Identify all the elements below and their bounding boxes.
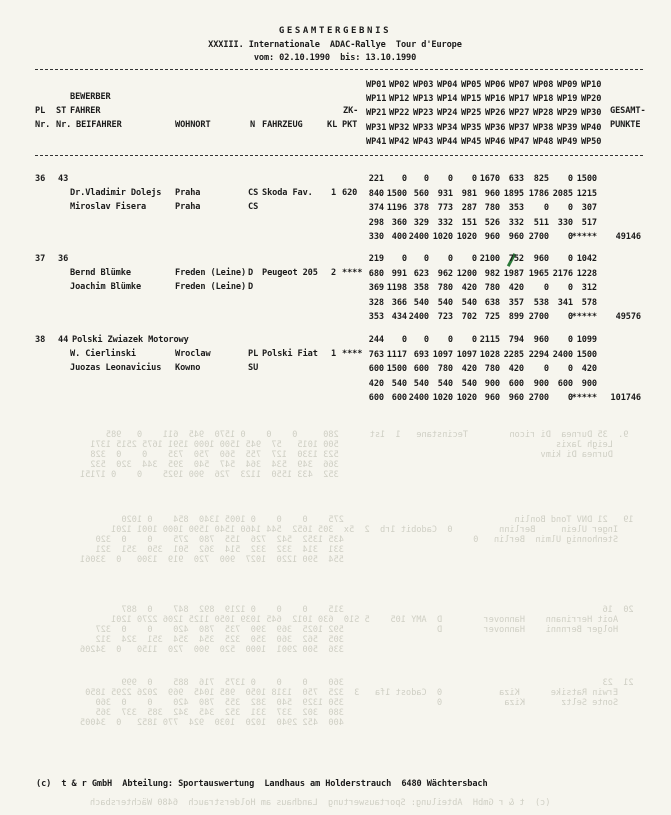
page-title: GESAMTERGEBNIS — [278, 26, 392, 36]
wp-value-cell: 0 — [447, 335, 453, 345]
wp-value-cell: 0 — [401, 174, 407, 184]
col-st: ST — [56, 106, 67, 116]
wp-header-cell: WP39 — [557, 123, 578, 133]
entry-fahrer-ort: Praha — [175, 188, 201, 198]
wp-header-cell: WP44 — [437, 137, 458, 147]
wp-header-cell: WP34 — [437, 123, 458, 133]
wp-value-cell: 623 — [413, 268, 429, 279]
entry-fahrer-nation: CS — [248, 188, 259, 198]
wp-header-cell: WP49 — [557, 137, 578, 147]
wp-value-cell: 763 — [368, 349, 384, 360]
wp-value-cell: 1097 — [456, 349, 477, 360]
show-through-background-3: 20 16 315 0 0 0 1219 892 847 0 887 Aoit Herrinann Hannover D AMY 105 5 S10 630 1012 645 1039 1050 1125 1206 2270 1201 Holger Bernnni Hannover D 592 1025 369 390 735 780 420 0 0 327 305 562 360 350 325 354 354 351 324 312 336 500 2901 1000 520 900 720 1150 0 34206 — [80, 605, 634, 655]
wp-header-cell: WP36 — [485, 123, 506, 133]
header-rule-bottom — [35, 155, 643, 156]
wp-value-cell: 773 — [437, 203, 453, 214]
wp-header-cell: WP50 — [581, 137, 602, 147]
wp-header-cell: WP40 — [581, 123, 602, 133]
wp-value-cell: 794 — [508, 335, 524, 345]
wp-value-cell: 420 — [368, 378, 384, 389]
wp-value-cell: 960 — [533, 335, 549, 345]
wp-value-cell: 982 — [484, 268, 500, 279]
wp-value-cell: 420 — [508, 283, 524, 294]
event-period: vom: 02.10.1990 bis: 13.10.1990 — [253, 53, 417, 63]
entry-beifahrer-ort: Freden (Leine) — [175, 282, 247, 292]
col-nr-st: Nr. — [56, 120, 72, 130]
wp-value-cell: 560 — [413, 188, 429, 199]
wp-value-cell: 0 — [423, 335, 429, 345]
wp-value-cell: 0 — [423, 254, 429, 264]
wp-value-cell: 1500 — [386, 188, 407, 199]
wp-value-cell: ***** — [571, 312, 597, 323]
wp-header-cell: WP33 — [413, 123, 434, 133]
wp-value-cell: 960 — [508, 232, 524, 243]
wp-value-cell: 420 — [461, 364, 477, 375]
wp-header-cell: WP12 — [389, 94, 410, 104]
wp-value-cell: 780 — [484, 203, 500, 214]
wp-value-cell: 780 — [484, 283, 500, 294]
wp-header-cell: WP14 — [437, 94, 458, 104]
wp-value-cell: 633 — [508, 174, 524, 184]
wp-value-cell: 2400 — [408, 312, 429, 323]
wp-header-cell: WP01 — [366, 80, 387, 90]
show-through-background: 9. 35 Durnea Di ricon Tecinstane 1 1st 280 0 0 0 1570 945 611 0 985 Leigh Jaxis 500 1015 57 945 1500 1000 1591 1675 2515 1371 Durnea Di kimv 523 1330 127 755 560 750 735 0 0 328 366 349 534 364 547 540 395 344 320 532 352 433 1550 1123 726 900 1925 0 0 17151 — [80, 430, 629, 480]
entry-fahrer-ort: Wroclaw — [175, 349, 211, 359]
wp-header-cell: WP47 — [509, 137, 530, 147]
wp-value-cell: 287 — [461, 203, 477, 214]
wp-value-cell: 1020 — [456, 232, 477, 243]
col-fahrer: FAHRER — [70, 106, 101, 116]
wp-header-cell: WP20 — [581, 94, 602, 104]
col-gesamt-2: PUNKTE — [610, 120, 641, 130]
wp-value-cell: 2100 — [479, 254, 500, 264]
col-n: N — [250, 120, 256, 130]
wp-header-cell: WP38 — [533, 123, 554, 133]
wp-value-cell: 540 — [413, 297, 429, 308]
wp-value-cell: 353 — [368, 312, 384, 323]
wp-value-cell: 0 — [567, 203, 573, 214]
wp-header-cell: WP31 — [366, 123, 387, 133]
wp-value-cell: 330 — [368, 232, 384, 243]
wp-value-cell: 0 — [447, 174, 453, 184]
entry-klasse: 2 — [331, 268, 337, 278]
wp-header-cell: WP48 — [533, 137, 554, 147]
wp-value-cell: 2700 — [528, 312, 549, 323]
wp-value-cell: 960 — [484, 232, 500, 243]
wp-header-cell: WP17 — [509, 94, 530, 104]
wp-header-cell: WP24 — [437, 108, 458, 118]
wp-value-cell: 420 — [461, 283, 477, 294]
wp-value-cell: 960 — [484, 393, 500, 404]
wp-value-cell: 312 — [581, 283, 597, 294]
wp-value-cell: 0 — [567, 174, 573, 184]
wp-value-cell: 1228 — [576, 268, 597, 279]
wp-value-cell: 0 — [471, 254, 477, 264]
wp-value-cell: 600 — [368, 364, 384, 375]
wp-value-cell: 540 — [437, 378, 453, 389]
wp-header-cell: WP45 — [461, 137, 482, 147]
wp-value-cell: 2176 — [552, 268, 573, 279]
entry-pl: 36 — [35, 174, 46, 184]
wp-value-cell: 0 — [567, 254, 573, 264]
wp-value-cell: 723 — [437, 312, 453, 323]
entry-st: 36 — [58, 254, 69, 264]
wp-value-cell: 638 — [484, 297, 500, 308]
entry-fahrer-nation: PL — [248, 349, 259, 359]
wp-value-cell: 1670 — [479, 174, 500, 184]
wp-value-cell: 600 — [368, 393, 384, 404]
wp-value-cell: 1198 — [386, 283, 407, 294]
wp-value-cell: 1200 — [456, 268, 477, 279]
wp-value-cell: 511 — [533, 217, 549, 228]
wp-value-cell: 2400 — [408, 393, 429, 404]
wp-header-cell: WP11 — [366, 94, 387, 104]
wp-value-cell: 0 — [543, 364, 549, 375]
wp-value-cell: 2294 — [528, 349, 549, 360]
wp-header-cell: WP03 — [413, 80, 434, 90]
wp-value-cell: 825 — [533, 174, 549, 184]
wp-value-cell: 0 — [447, 254, 453, 264]
wp-value-cell: 702 — [461, 312, 477, 323]
entry-beifahrer: Miroslav Fisera — [70, 202, 147, 212]
entry-st: 44 — [58, 335, 69, 345]
wp-value-cell: 420 — [508, 364, 524, 375]
wp-value-cell: 900 — [533, 378, 549, 389]
entry-fahrer-nation: D — [248, 268, 254, 278]
entry-beifahrer: Joachim Blümke — [70, 282, 142, 292]
header-rule-top — [35, 69, 643, 70]
wp-value-cell: 332 — [508, 217, 524, 228]
wp-header-cell: WP41 — [366, 137, 387, 147]
entry-gesamtpunkte: 101746 — [610, 393, 641, 404]
wp-value-cell: 1500 — [386, 364, 407, 375]
wp-value-cell: 366 — [391, 297, 407, 308]
wp-value-cell: 1987 — [503, 268, 524, 279]
entry-beifahrer-ort: Kowno — [175, 363, 201, 373]
wp-value-cell: 374 — [368, 203, 384, 214]
wp-value-cell: 1097 — [432, 349, 453, 360]
wp-value-cell: 960 — [533, 254, 549, 264]
wp-value-cell: 517 — [581, 217, 597, 228]
wp-value-cell: 2115 — [479, 335, 500, 345]
wp-value-cell: 0 — [471, 174, 477, 184]
entry-zk-punkte: 620 — [342, 188, 358, 198]
wp-header-cell: WP05 — [461, 80, 482, 90]
entry-beifahrer-nation: SU — [248, 363, 259, 373]
entry-pl: 38 — [35, 335, 46, 345]
wp-value-cell: 962 — [437, 268, 453, 279]
wp-value-cell: 960 — [484, 188, 500, 199]
wp-header-cell: WP16 — [485, 94, 506, 104]
show-through-footer: (c) t & r GmbH Abteilung: Sportauswertung Landhaus am Holderstrauch 6480 Wächtersbach — [90, 798, 551, 808]
col-nr-pl: Nr. — [35, 120, 51, 130]
wp-value-cell: 151 — [461, 217, 477, 228]
col-zk-2: PKT — [342, 120, 358, 130]
col-kl: KL — [327, 120, 338, 130]
wp-value-cell: 328 — [368, 297, 384, 308]
wp-value-cell: 899 — [508, 312, 524, 323]
wp-value-cell: 244 — [368, 335, 384, 345]
wp-header-cell: WP25 — [461, 108, 482, 118]
wp-value-cell: 1028 — [479, 349, 500, 360]
entry-fahrer: Bernd Blümke — [70, 268, 131, 278]
wp-value-cell: 600 — [391, 393, 407, 404]
wp-value-cell: 2400 — [552, 349, 573, 360]
wp-value-cell: 600 — [413, 364, 429, 375]
entry-fahrer-ort: Freden (Leine) — [175, 268, 247, 278]
wp-value-cell: 578 — [581, 297, 597, 308]
wp-value-cell: 981 — [461, 188, 477, 199]
wp-header-cell: WP09 — [557, 80, 578, 90]
wp-value-cell: 600 — [557, 378, 573, 389]
wp-value-cell: 600 — [508, 378, 524, 389]
entry-fahrer: W. Cierlinski — [70, 349, 136, 359]
wp-value-cell: 540 — [461, 297, 477, 308]
wp-value-cell: 0 — [567, 283, 573, 294]
wp-value-cell: 780 — [437, 283, 453, 294]
wp-value-cell: 1099 — [576, 335, 597, 345]
wp-header-cell: WP28 — [533, 108, 554, 118]
wp-value-cell: 1215 — [576, 188, 597, 199]
wp-header-cell: WP22 — [389, 108, 410, 118]
wp-value-cell: 540 — [461, 378, 477, 389]
col-wohnort: WOHNORT — [175, 120, 211, 130]
wp-value-cell: 931 — [437, 188, 453, 199]
entry-fahrer: Dr.Vladimir Dolejs — [70, 188, 162, 198]
col-bewerber: BEWERBER — [70, 92, 111, 102]
entry-gesamtpunkte: 49146 — [615, 232, 641, 243]
wp-header-cell: WP15 — [461, 94, 482, 104]
wp-value-cell: 526 — [484, 217, 500, 228]
wp-value-cell: 2285 — [503, 349, 524, 360]
entry-beifahrer-nation: D — [248, 282, 254, 292]
wp-value-cell: 221 — [368, 174, 384, 184]
wp-header-cell: WP23 — [413, 108, 434, 118]
wp-header-cell: WP13 — [413, 94, 434, 104]
wp-header-cell: WP32 — [389, 123, 410, 133]
entry-fahrzeug: Peugeot 205 — [262, 268, 318, 278]
wp-value-cell: 1786 — [528, 188, 549, 199]
entry-zk-punkte: **** — [342, 349, 363, 359]
col-zk-1: ZK- — [343, 106, 359, 116]
wp-value-cell: 752 — [508, 254, 524, 264]
wp-header-cell: WP08 — [533, 80, 554, 90]
wp-value-cell: 1500 — [576, 349, 597, 360]
entry-fahrzeug: Skoda Fav. — [262, 188, 313, 198]
wp-header-cell: WP04 — [437, 80, 458, 90]
wp-value-cell: 400 — [391, 232, 407, 243]
wp-value-cell: 1895 — [503, 188, 524, 199]
entry-klasse: 1 — [331, 349, 337, 359]
wp-value-cell: 0 — [567, 364, 573, 375]
wp-value-cell: 2700 — [528, 232, 549, 243]
wp-value-cell: 840 — [368, 188, 384, 199]
wp-value-cell: 725 — [484, 312, 500, 323]
wp-value-cell: 0 — [543, 203, 549, 214]
wp-value-cell: 1117 — [386, 349, 407, 360]
wp-header-cell: WP37 — [509, 123, 530, 133]
wp-value-cell: 353 — [508, 203, 524, 214]
wp-value-cell: 0 — [401, 254, 407, 264]
wp-header-cell: WP29 — [557, 108, 578, 118]
wp-header-cell: WP46 — [485, 137, 506, 147]
entry-fahrzeug: Polski Fiat — [262, 349, 318, 359]
wp-value-cell: 2085 — [552, 188, 573, 199]
col-pl: PL — [35, 106, 46, 116]
wp-value-cell: 1196 — [386, 203, 407, 214]
wp-value-cell: 900 — [484, 378, 500, 389]
wp-header-cell: WP18 — [533, 94, 554, 104]
entry-st: 43 — [58, 174, 69, 184]
wp-value-cell: 0 — [401, 335, 407, 345]
wp-value-cell: 0 — [567, 232, 573, 243]
wp-value-cell: 540 — [437, 297, 453, 308]
entry-beifahrer: Juozas Leonavicius — [70, 363, 162, 373]
wp-value-cell: 298 — [368, 217, 384, 228]
wp-value-cell: 420 — [581, 364, 597, 375]
entry-klasse: 1 — [331, 188, 337, 198]
wp-value-cell: 360 — [391, 217, 407, 228]
wp-value-cell: 693 — [413, 349, 429, 360]
wp-value-cell: 1020 — [432, 393, 453, 404]
wp-header-cell: WP06 — [485, 80, 506, 90]
entry-beifahrer-ort: Praha — [175, 202, 201, 212]
col-fahrzeug: FAHRZEUG — [262, 120, 303, 130]
wp-value-cell: 900 — [581, 378, 597, 389]
wp-value-cell: 780 — [437, 364, 453, 375]
wp-value-cell: 329 — [413, 217, 429, 228]
wp-header-cell: WP26 — [485, 108, 506, 118]
wp-value-cell: 540 — [413, 378, 429, 389]
col-beifahrer: BEIFAHRER — [76, 120, 122, 130]
wp-header-cell: WP42 — [389, 137, 410, 147]
wp-value-cell: 538 — [533, 297, 549, 308]
wp-value-cell: 358 — [413, 283, 429, 294]
wp-header-cell: WP35 — [461, 123, 482, 133]
wp-value-cell: 680 — [368, 268, 384, 279]
wp-value-cell: 0 — [567, 312, 573, 323]
col-gesamt-1: GESAMT- — [610, 106, 646, 116]
show-through-background-2: 19 21 DNV Tond Bonlin 275 0 0 0 1005 1340 854 0 1020 Inger Ulein Berlinn 0 Cadobit 1rb 2 5x 305 1652 544 1460 1540 1590 1000 1001 1201 Stenhonnig Ulmin Berlin 0 435 1352 542 726 155 780 275 0 0 320 331 314 332 332 514 362 501 350 351 321 554 590 1220 1027 900 720 919 1300 0 33061 — [80, 515, 634, 565]
wp-value-cell: 369 — [368, 283, 384, 294]
show-through-background-4: 21 23 360 0 0 0 1375 716 885 0 999 Erwin Ratsike Kiza 0 Cadost 1fa 3 325 750 1318 1050 985 1045 969 2026 2295 1850 Sonte Seltz Kiza 0 350 1329 540 382 355 780 420 0 0 360 380 302 337 331 352 345 342 385 337 365 400 452 2940 1020 1030 924 770 1852 0 34005 — [80, 678, 634, 728]
wp-value-cell: 219 — [368, 254, 384, 264]
wp-value-cell: 780 — [484, 364, 500, 375]
wp-value-cell: 307 — [581, 203, 597, 214]
wp-value-cell: 1042 — [576, 254, 597, 264]
wp-value-cell: 1020 — [456, 393, 477, 404]
wp-value-cell: ***** — [571, 232, 597, 243]
wp-header-cell: WP02 — [389, 80, 410, 90]
entry-pl: 37 — [35, 254, 46, 264]
wp-value-cell: 991 — [391, 268, 407, 279]
entry-gesamtpunkte: 49576 — [615, 312, 641, 323]
wp-value-cell: 960 — [508, 393, 524, 404]
wp-value-cell: 1965 — [528, 268, 549, 279]
wp-value-cell: 1020 — [432, 232, 453, 243]
entry-zk-punkte: **** — [342, 268, 363, 278]
wp-value-cell: 0 — [423, 174, 429, 184]
wp-header-cell: WP30 — [581, 108, 602, 118]
wp-value-cell: 357 — [508, 297, 524, 308]
wp-header-cell: WP19 — [557, 94, 578, 104]
wp-value-cell: 0 — [543, 283, 549, 294]
wp-value-cell: 332 — [437, 217, 453, 228]
wp-value-cell: 378 — [413, 203, 429, 214]
wp-header-cell: WP27 — [509, 108, 530, 118]
footer-copyright: (c) t & r GmbH Abteilung: Sportauswertung Landhaus am Holderstrauch 6480 Wächtersbach — [36, 779, 488, 789]
wp-value-cell: 0 — [567, 393, 573, 404]
entry-bewerber: Polski Zwiazek Motorowy — [72, 335, 189, 345]
event-name: XXXIII. Internationale ADAC-Rallye Tour d'Europe — [208, 40, 462, 50]
wp-value-cell: 0 — [471, 335, 477, 345]
wp-value-cell: 2400 — [408, 232, 429, 243]
wp-value-cell: 0 — [567, 335, 573, 345]
entry-beifahrer-nation: CS — [248, 202, 259, 212]
wp-value-cell: 540 — [391, 378, 407, 389]
wp-value-cell: 2700 — [528, 393, 549, 404]
wp-header-cell: WP07 — [509, 80, 530, 90]
wp-value-cell: ***** — [571, 393, 597, 404]
wp-header-cell: WP10 — [581, 80, 602, 90]
wp-value-cell: 341 — [557, 297, 573, 308]
wp-value-cell: 330 — [557, 217, 573, 228]
wp-value-cell: 1500 — [576, 174, 597, 184]
wp-header-cell: WP21 — [366, 108, 387, 118]
wp-value-cell: 434 — [391, 312, 407, 323]
wp-header-cell: WP43 — [413, 137, 434, 147]
